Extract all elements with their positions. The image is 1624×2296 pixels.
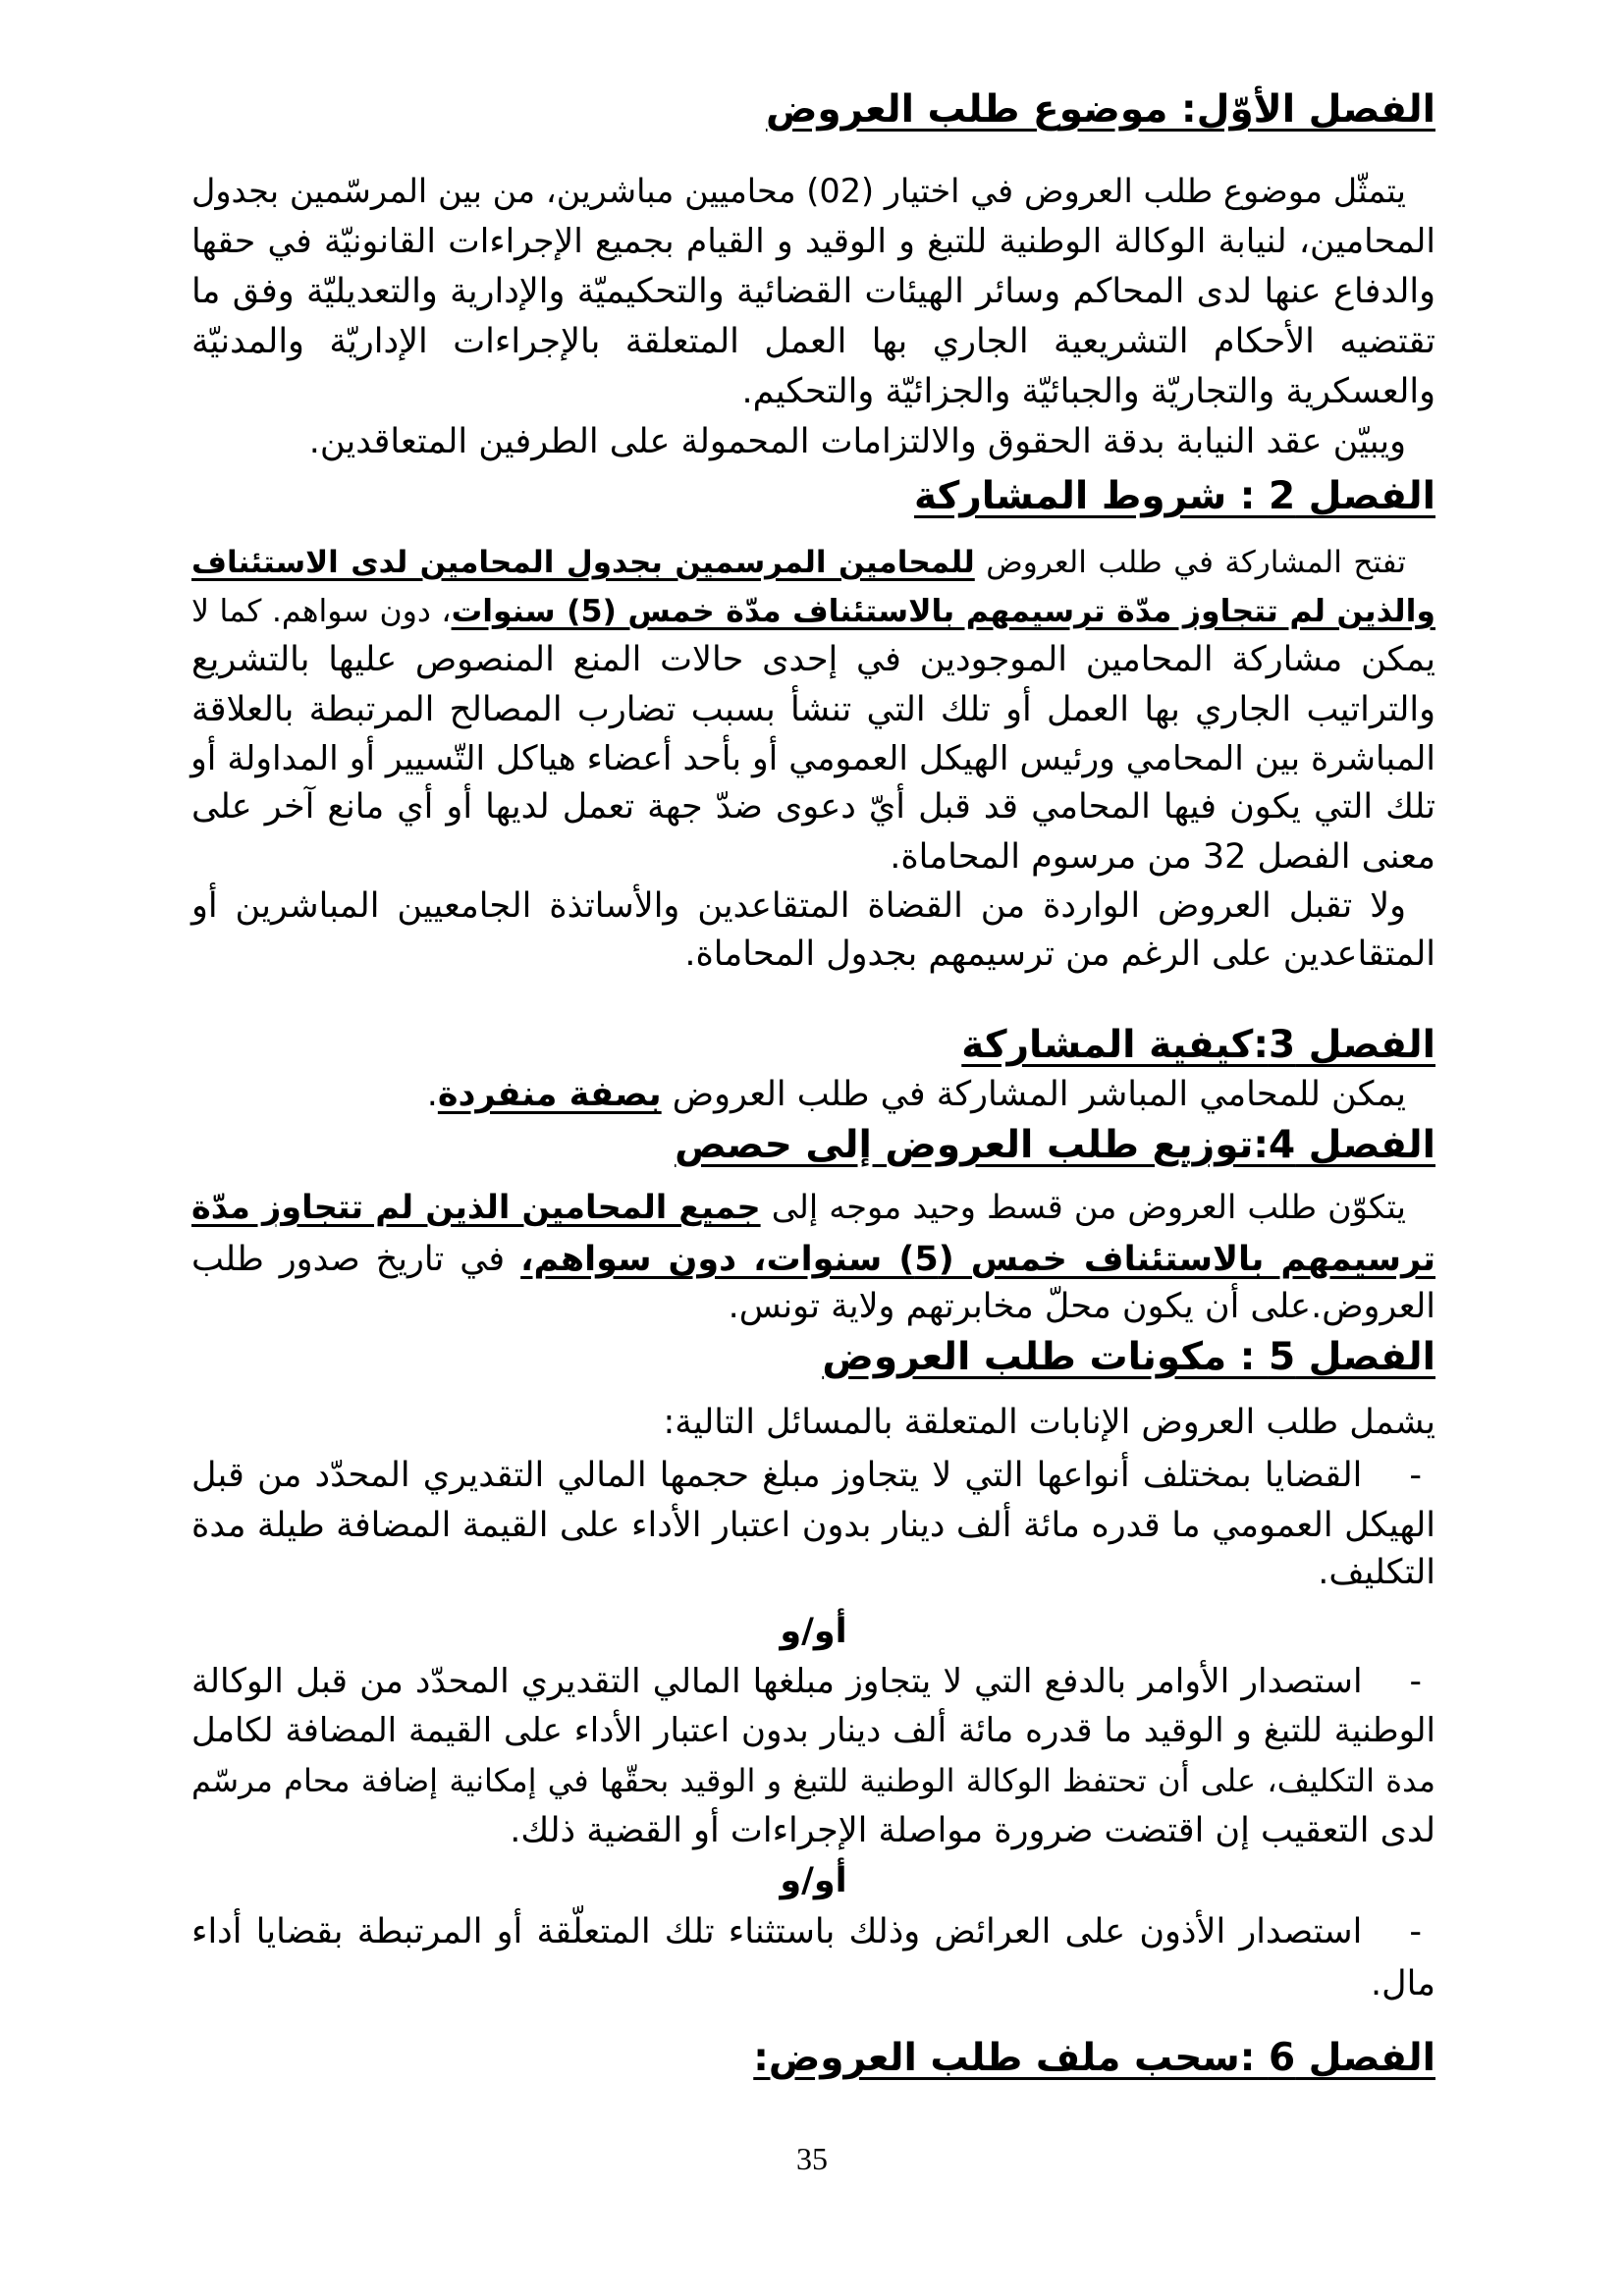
paragraph-line [191,167,1435,216]
paragraph-line [191,1398,1435,1447]
list-dash: - [1409,1456,1422,1495]
line-text: في تاريخ صدور طلب [191,1240,506,1279]
line-text: استصدار الأوامر بالدفع التي لا يتجاوز مبلغها المالي التقديري المحدّد من قبل الوكالة [191,1662,1363,1701]
line-text: الوطنية للتبغ و الوقيد ما قدره مائة ألف دينار بدون اعتبار الأداء على القيمة المضافة لكامل [191,1711,1435,1750]
line-text: يشمل طلب العروض الإنابات المتعلقة بالمسائل التالية: [663,1403,1435,1442]
separator-text: أو/و [780,1861,847,1900]
line-text: استصدار الأذون على العرائض وذلك باستثناء تلك المتعلّقة أو المرتبطة بقضايا أداء [191,1912,1363,1951]
list-dash: - [1409,1912,1422,1951]
paragraph-line [191,1706,1435,1755]
line-text: القضايا بمختلف أنواعها التي لا يتجاوز مبلغ حجمها المالي التقديري المحدّد من قبل [191,1456,1363,1495]
line-text: لدى التعقيب إن اقتضت ضرورة مواصلة الإجراءات أو القضية ذلك. [510,1811,1435,1850]
paragraph-line [191,538,1435,587]
line-text: يمكن مشاركة المحامين الموجودين في إحدى حالات المنع المنصوص عليها بالتشريع [191,640,1435,679]
list-item-line [191,1907,1435,1956]
emphasized-text: للمحامين المرسمين بجدول المحامين لدى الاستئناف [191,545,975,580]
paragraph-line [191,1548,1435,1597]
section-title: الفصل 5 : مكونات طلب العروض [822,1335,1435,1379]
line-text: تقتضيه الأحكام التشريعية الجاري بها العمل المتعلقة بالإجراءات الإداريّة والمدنيّة [191,322,1435,361]
page-number: 35 [796,2141,828,2176]
line-text: يمكن للمحامي المباشر المشاركة في طلب العروض [672,1075,1406,1114]
line-text: تلك التي يكون فيها المحامي قد قبل أيّ دعوى ضدّ جهة تعمل لديها أو أي مانع آخر على [191,787,1435,827]
paragraph-line [191,587,1435,636]
paragraph-line [191,317,1435,366]
paragraph-line [191,930,1435,979]
section-title: الفصل الأوّل: موضوع طلب العروض [765,87,1435,132]
line-text: التكليف. [1318,1553,1435,1592]
section-title: الفصل 4:توزيع طلب العروض إلى حصص [675,1123,1435,1167]
paragraph-line [191,1756,1435,1805]
line-text: مال. [1371,1964,1435,2003]
line-text: والدفاع عنها لدى المحاكم وسائر الهيئات القضائية والتحكيميّة والإدارية والتعديليّة وفق ما [191,272,1435,311]
line-text: والعسكرية والتجاريّة والجبائيّة والجزائيّة والتحكيم. [741,372,1435,411]
paragraph-line [191,217,1435,266]
alternative-separator [191,1607,1435,1656]
line-text: يتكوّن طلب العروض من قسط وحيد موجه إلى [771,1188,1406,1226]
emphasized-text: والذين لم تتجاوز مدّة ترسيمهم بالاستئناف مدّة خمس (5) سنوات [451,594,1435,629]
list-item-line [191,1657,1435,1706]
emphasized-text: بصفة منفردة [437,1075,662,1114]
paragraph-line [191,1282,1435,1331]
paragraph-line [191,1070,1435,1119]
line-text: . [426,1075,438,1114]
paragraph-line [191,267,1435,316]
paragraph-line [191,367,1435,416]
list-dash: - [1409,1662,1422,1701]
section-title: الفصل 2 : شروط المشاركة [913,474,1435,518]
emphasized-text: جميع المحامين الذين لم تتجاوز مدّة [191,1188,761,1226]
paragraph-line [191,1183,1435,1232]
list-item-line [191,1451,1435,1500]
line-text: المباشرة بين المحامي ورئيس الهيكل العمومي أو بأحد أعضاء هياكل التّسيير أو المداولة أو [190,739,1435,778]
line-text: المتقاعدين على الرغم من ترسيمهم بجدول المحاماة. [684,934,1435,974]
paragraph-line [191,881,1435,931]
paragraph-line [191,1959,1435,2008]
line-text: الهيكل العمومي ما قدره مائة ألف دينار بدون اعتبار الأداء على القيمة المضافة طيلة مدة [191,1506,1435,1545]
paragraph-line [191,635,1435,684]
line-text: تفتح المشاركة في طلب العروض [986,545,1406,580]
line-text: مدة التكليف، على أن تحتفظ الوكالة الوطنية للتبغ و الوقيد بحقّها في إمكانية إضافة محام مرسّم [191,1762,1435,1799]
paragraph-line [191,782,1435,831]
paragraph-line [191,1501,1435,1550]
paragraph-line [191,1806,1435,1855]
paragraph-line [191,832,1435,881]
paragraph-line [191,734,1435,783]
paragraph-line [191,685,1435,734]
line-text: العروض.على أن يكون محلّ مخابرتهم ولاية تونس. [728,1287,1435,1326]
emphasized-text: ترسيمهم بالاستئناف خمس (5) سنوات، دون سواهم، [520,1240,1436,1279]
paragraph-line [191,417,1435,466]
alternative-separator [191,1856,1435,1905]
paragraph-line [191,1235,1435,1284]
line-text: معنى الفصل 32 من مرسوم المحاماة. [890,837,1435,877]
section-title: الفصل 6 :سحب ملف طلب العروض: [753,2036,1435,2080]
section-title: الفصل 3:كيفية المشاركة [961,1023,1435,1067]
line-text: ويبيّن عقد النيابة بدقة الحقوق والالتزامات المحمولة على الطرفين المتعاقدين. [308,422,1406,461]
line-text: المحامين، لنيابة الوكالة الوطنية للتبغ و الوقيد و القيام بجميع الإجراءات القانونيّة في حقها [191,222,1435,261]
line-text: يتمثّل موضوع طلب العروض في اختيار (02) محاميين مباشرين، من بين المرسّمين بجدول [191,172,1406,210]
line-text: ولا تقبل العروض الواردة من القضاة المتقاعدين والأساتذة الجامعيين المباشرين أو [191,886,1406,926]
separator-text: أو/و [780,1612,847,1651]
line-text: ، دون سواهم. كما لا [191,594,452,629]
line-text: والتراتيب الجاري بها العمل أو تلك التي تنشأ بسبب تضارب المصالح المرتبطة بالعلاقة [191,690,1435,729]
